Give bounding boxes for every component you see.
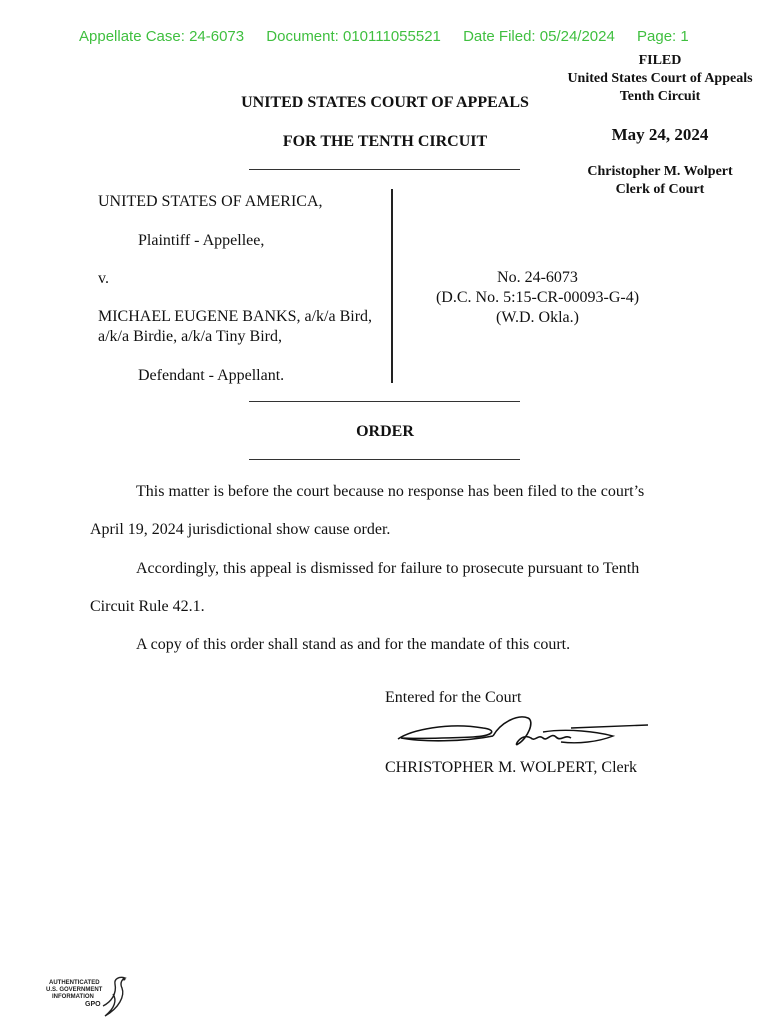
defendant-name-line1: MICHAEL EUGENE BANKS, a/k/a Bird, bbox=[98, 308, 373, 325]
filed-clerk bbox=[550, 163, 770, 199]
clerk-signature bbox=[393, 712, 653, 757]
document-stamp-header bbox=[79, 28, 707, 45]
versus: v. bbox=[98, 270, 109, 287]
order-title: ORDER bbox=[356, 423, 414, 440]
district: (W.D. Okla.) bbox=[496, 309, 579, 326]
filed-date: May 24, 2024 bbox=[611, 125, 709, 144]
entered-for-court: Entered for the Court bbox=[385, 689, 522, 706]
order-paragraph-3: A copy of this order shall stand as and for the mandate of this court. bbox=[136, 636, 571, 653]
gpo-authentication-logo bbox=[45, 972, 135, 1025]
svg-text:GPO: GPO bbox=[85, 1001, 101, 1008]
case-numbers bbox=[420, 268, 655, 328]
stamp-document-number: Document: 010111055521 bbox=[266, 28, 441, 45]
order-paragraph-1-line-1: This matter is before the court because no response has been filed to the court’s bbox=[136, 483, 645, 500]
stamp-case-number: Appellate Case: 24-6073 bbox=[79, 28, 245, 45]
svg-text:INFORMATION: INFORMATION bbox=[52, 994, 94, 1000]
stamp-page-number: Page: 1 bbox=[637, 28, 689, 45]
filed-label: FILED bbox=[638, 53, 682, 68]
divider bbox=[249, 459, 520, 460]
filed-stamp bbox=[550, 52, 770, 106]
divider bbox=[249, 401, 520, 402]
order-paragraph-2-line-2: Circuit Rule 42.1. bbox=[90, 598, 205, 615]
filed-court: United States Court of Appeals bbox=[567, 71, 753, 86]
divider bbox=[249, 169, 520, 170]
order-paragraph-1-line-2: April 19, 2024 jurisdictional show cause order. bbox=[90, 521, 391, 538]
plaintiff-name: UNITED STATES OF AMERICA, bbox=[98, 193, 323, 210]
clerk-name: Christopher M. Wolpert bbox=[587, 164, 733, 179]
district-case-number: (D.C. No. 5:15-CR-00093-G-4) bbox=[435, 289, 640, 306]
stamp-date-filed: Date Filed: 05/24/2024 bbox=[463, 28, 615, 45]
defendant-name-line2: a/k/a Birdie, a/k/a Tiny Bird, bbox=[98, 328, 282, 345]
defendant-role: Defendant - Appellant. bbox=[138, 367, 285, 384]
case-number: No. 24-6073 bbox=[497, 269, 578, 286]
plaintiff-role: Plaintiff - Appellee, bbox=[138, 232, 265, 249]
court-circuit: FOR THE TENTH CIRCUIT bbox=[282, 133, 488, 150]
court-title: UNITED STATES COURT OF APPEALS bbox=[241, 94, 529, 111]
caption-divider bbox=[391, 189, 393, 383]
order-paragraph-2-line-1: Accordingly, this appeal is dismissed for failure to prosecute pursuant to Tenth bbox=[136, 560, 640, 577]
clerk-title: Clerk of Court bbox=[615, 182, 705, 197]
svg-text:AUTHENTICATED: AUTHENTICATED bbox=[49, 980, 100, 986]
signer-name: CHRISTOPHER M. WOLPERT, Clerk bbox=[385, 759, 637, 776]
svg-text:U.S. GOVERNMENT: U.S. GOVERNMENT bbox=[46, 987, 103, 993]
filed-circuit: Tenth Circuit bbox=[619, 89, 701, 104]
